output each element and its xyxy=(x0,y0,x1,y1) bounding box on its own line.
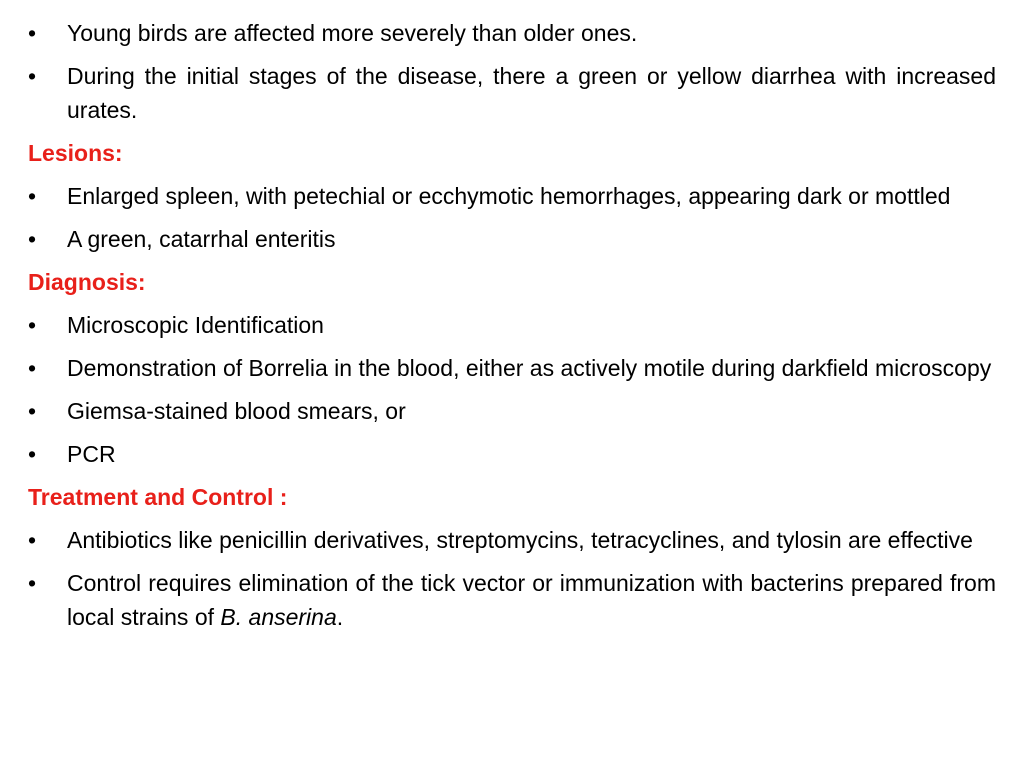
bullet-text: Enlarged spleen, with petechial or ecchymotic hemorrhages, appearing dark or mottled xyxy=(67,183,951,209)
bullet-icon: • xyxy=(28,183,37,209)
bullet-text: A green, catarrhal enteritis xyxy=(67,226,336,252)
bullet-icon: • xyxy=(28,441,37,467)
bullet-text: Microscopic Identification xyxy=(67,312,324,338)
species-name: B. anserina xyxy=(220,604,337,630)
bullet-item-pcr xyxy=(28,437,996,471)
control-text-prefix: Control requires elimination of the tick vector or immunization with bacterins prepared from local strains of xyxy=(67,570,996,630)
bullet-icon: • xyxy=(28,20,37,46)
bullet-item-borrelia xyxy=(28,351,996,385)
bullet-text: PCR xyxy=(67,441,116,467)
section-heading-lesions: Lesions: xyxy=(28,140,123,166)
bullet-item-control xyxy=(28,566,996,634)
section-heading-diagnosis: Diagnosis: xyxy=(28,269,146,295)
bullet-item-diarrhea xyxy=(28,59,996,127)
bullet-text: Young birds are affected more severely than older ones. xyxy=(67,20,638,46)
bullet-icon: • xyxy=(28,570,37,596)
bullet-item-young-birds xyxy=(28,16,996,50)
bullet-icon: • xyxy=(28,527,37,553)
section-heading-treatment: Treatment and Control : xyxy=(28,484,288,510)
bullet-text: Antibiotics like penicillin derivatives, streptomycins, tetracyclines, and tylosin are effective xyxy=(67,527,973,553)
bullet-text: Demonstration of Borrelia in the blood, either as actively motile during darkfield microscopy xyxy=(67,355,992,381)
bullet-item-microscopic xyxy=(28,308,996,342)
bullet-text: During the initial stages of the disease, there a green or yellow diarrhea with increased urates. xyxy=(67,63,996,123)
bullet-item-antibiotics xyxy=(28,523,996,557)
bullet-item-enteritis xyxy=(28,222,996,256)
bullet-item-giemsa xyxy=(28,394,996,428)
bullet-text xyxy=(67,570,996,630)
bullet-icon: • xyxy=(28,355,37,381)
bullet-icon: • xyxy=(28,226,37,252)
bullet-text: Giemsa-stained blood smears, or xyxy=(67,398,406,424)
bullet-icon: • xyxy=(28,398,37,424)
bullet-item-spleen xyxy=(28,179,996,213)
bullet-icon: • xyxy=(28,63,37,89)
control-text-suffix: . xyxy=(336,604,344,630)
bullet-icon: • xyxy=(28,312,37,338)
